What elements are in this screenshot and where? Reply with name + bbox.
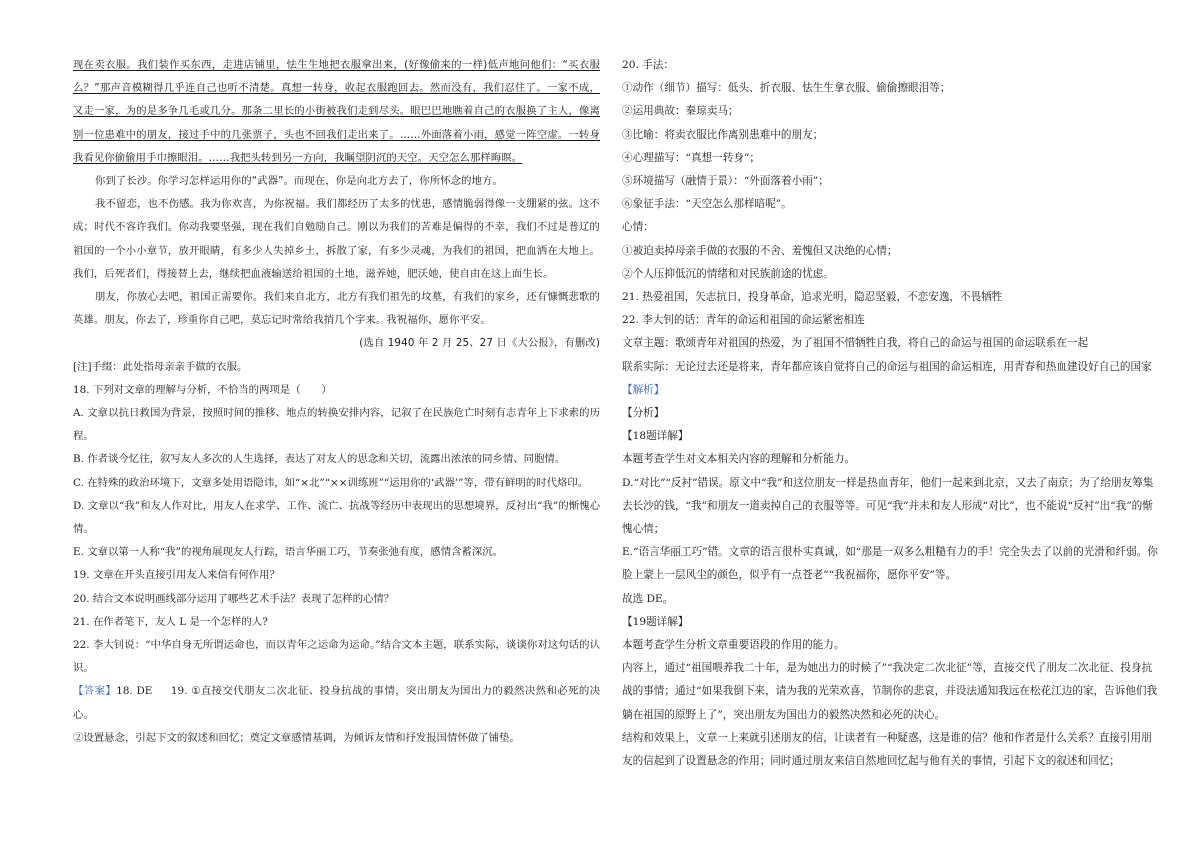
- answer-20-item-4: ④心理描写：“真想一转身”；: [622, 151, 760, 164]
- answer-20-item-1: ①动作（细节）描写：低头、折衣服、怯生生拿衣服、偷偷擦眼泪等；: [622, 82, 951, 95]
- answer-19-part-2: ②设置悬念，引起下文的叙述和回忆；奠定文章感情基调，为倾诉友情和抒发报国情怀做了铺垫。: [73, 731, 520, 744]
- answer-18: 18. DE: [116, 685, 153, 698]
- mood-heading: 心情：: [622, 221, 654, 234]
- passage-source: (选自 1940 年 2 月 25、27 日《大公报》，有删改): [359, 337, 600, 350]
- question-22: 22. 李大钊说：“中华自身无所谓运命也，而以青年之运命为运命。”结合文本主题，联系实际，谈谈你对这句话的认识。: [73, 639, 600, 675]
- analysis-heading: 【分析】: [622, 407, 665, 420]
- detail-18-body: 本题考查学生对文本相关内容的理解和分析能力。: [622, 453, 856, 466]
- answer-20-heading: 20. 手法：: [622, 59, 674, 71]
- passage-paragraph-2: 你到了长沙。你学习怎样运用你的“武器”。而现在，你是向北方去了，你所怀念的地方。: [95, 175, 503, 188]
- detail-18-option-e: E.“语言华丽工巧”错。文章的语言很朴实真诚，如“那是一双多么粗糙有力的手！完全失去了以前的光滑和纤弱。你脸上蒙上一层风尘的颜色，似乎有一点苍老”“我祝福你，愿你平安”等。: [622, 546, 1158, 582]
- detail-19-heading: 【19题详解】: [622, 615, 689, 628]
- detail-19-structure: 结构和效果上，文章一上来就引述朋友的信，让读者有一种疑惑，这是谁的信？他和作者是什么关系？直接引用朋友的信起到了设置悬念的作用；同时通过朋友来信自然地回忆起与他有关的事情，引起下文的叙述和回忆；: [622, 731, 1152, 768]
- answer-22-theme: 文章主题：歌颂青年对祖国的热爱，为了祖国不惜牺牲自我，将自己的命运与祖国的命运联系在一起: [622, 337, 1089, 350]
- answer-20-item-5: ⑤环境描写（融情于景）：“外面落着小雨”；: [622, 175, 829, 188]
- question-18: 18. 下列对文章的理解与分析，不恰当的两项是（ ）: [73, 383, 332, 396]
- detail-19-body: 本题考查学生分析文章重要语段的作用的能力。: [622, 639, 845, 652]
- answer-22: 22. 李大钊的话：青年的命运和祖国的命运紧密相连: [622, 314, 865, 327]
- question-18-option-c: C. 在特殊的政治环境下，文章多处用语隐讳，如“×北”“××训练班”“运用你的‘武器’”等，带有鲜明的时代烙印。: [73, 476, 589, 489]
- question-18-option-b: B. 作者谈今忆往，叙写友人多次的人生选择，表达了对友人的思念和关切，流露出浓浓的同乡情、同胞情。: [73, 453, 566, 466]
- answer-line: [73, 680, 600, 726]
- left-column: [73, 54, 600, 750]
- question-18-option-d: D. 文章以“我”和友人作对比，用友人在求学、工作、流亡、抗战等经历中表现出的思想境界，反衬出“我”的惭愧心情。: [73, 499, 600, 536]
- question-18-option-a: A. 文章以抗日救国为背景，按照时间的推移、地点的转换安排内容，记叙了在民族危亡时刻有志青年上下求索的历程。: [73, 407, 600, 443]
- mood-item-2: ②个人压抑低沉的情绪和对民族前途的忧虑。: [622, 267, 834, 280]
- answer-20-item-3: ③比喻：将卖衣服比作离别患难中的朋友；: [622, 128, 824, 141]
- answer-22-practice: 联系实际：无论过去还是将来，青年都应该自觉将自己的命运与祖国的命运相连，用青春和热血建设好自己的国家: [622, 360, 1152, 373]
- detail-18-heading: 【18题详解】: [622, 430, 689, 443]
- annotation-note: [注]手缀：此处指母亲亲手做的衣服。: [73, 360, 248, 373]
- detail-19-content: 内容上，通过“祖国喂养我二十年，是为她出力的时候了”“我决定二次北征”等，直接交代了朋友二次北征、投身抗战的事情；通过“如果我倒下来，请为我的光荣欢喜，节制你的悲哀，并设法通知我远在松花江边的家，告诉他们我躺在祖国的原野上了”，突出朋友为国出力的毅然决然和必死的决心。: [622, 662, 1158, 721]
- question-20: 20. 结合文本说明画线部分运用了哪些艺术手法？表现了怎样的心情？: [73, 592, 395, 605]
- question-21: 21. 在作者笔下，友人 L 是一个怎样的人?: [73, 615, 268, 628]
- passage-paragraph-4: 朋友，你放心去吧，祖国正需要你。我们来自北方，北方有我们祖先的坟墓，有我们的家乡，还有慷慨悲歌的英雄。朋友，你去了，珍重你自己吧，莫忘记时常给我捎几个字来。我祝福你，愿你平安。: [73, 291, 600, 327]
- detail-18-choice: 故选 DE。: [622, 592, 674, 605]
- answer-20-item-2: ②运用典故：秦琼卖马；: [622, 105, 739, 118]
- right-column: [622, 54, 1158, 773]
- answer-label: 【答案】: [73, 685, 117, 698]
- answer-19-part-1: 19. ①直接交代朋友二次北征、投身抗战的事情，突出朋友为国出力的毅然决然和必死的决心。: [73, 685, 601, 721]
- answer-21: 21. 热爱祖国，矢志抗日，投身革命，追求光明，隐忍坚毅，不恋安逸，不畏牺牲: [622, 291, 1003, 304]
- answer-20-item-6: ⑥象征手法：“天空怎么那样暗呢”。: [622, 198, 792, 211]
- detail-18-option-d: D.“对比”“反衬”错误。原文中“我”和这位朋友一样是热血青年，他们一起来到北京，又去了南京；为了给朋友筹集去长沙的钱，“我”和朋友一道卖掉自己的衣服等等。可见“我”并未和友人形成“对比”，也不能说“反衬”出“我”的惭愧心情；: [622, 476, 1154, 536]
- passage-underlined-paragraph: 现在卖衣服。我们装作买东西，走进店铺里，怯生生地把衣服拿出来，(好像偷来的一样)低声地问他们：“买衣服么？”那声音模糊得几乎连自己也听不清楚。真想一转身，收起衣服跑回去。然而没有，我们忍住了。一家不成，又走一家，为的是多争几毛或几分。那条二里长的小街被我们走到尽头。眼巴巴地瞧着自己的衣服换了主人，像离别一位患难中的朋友，接过手中的几张票子，头也不回我们走出来了。……外面落着小雨，感觉一阵空虚。一转身我看见你偷偷用手巾擦眼泪。……我把头转到另一方向，我瞩望阴沉的天空。天空怎么那样晦暝。: [73, 59, 600, 164]
- mood-item-1: ①被迫卖掉母亲手做的衣服的不舍、羞愧但又决绝的心情；: [622, 244, 898, 257]
- question-19: 19. 文章在开头直接引用友人来信有何作用？: [73, 569, 280, 582]
- passage-paragraph-3: 我不留恋，也不伤感。我为你欢喜，为你祝福。我们都经历了太多的忧患，感情脆弱得像一支绷紧的弦。这不成；时代不容许我们。你动我要坚强，现在我们自勉励自己。刚以为我们的苦难是偏得的不幸，我们不过是普辽的祖国的一个小小章节，放开眼睛，有多少人失掉乡土，拆散了家，有多少灵魂，为我们的祖国，把血洒在大地上。我们，后死者们，得接替上去，继续把血液输送给祖国的土地，滋养她，肥沃她，使自由在这上面生长。: [73, 198, 600, 280]
- question-18-option-e: E. 文章以第一人称“我”的视角展现友人行踪，语言华丽工巧，节奏张弛有度，感情含蓄深沉。: [73, 546, 504, 559]
- analysis-label: 【解析】: [622, 383, 665, 396]
